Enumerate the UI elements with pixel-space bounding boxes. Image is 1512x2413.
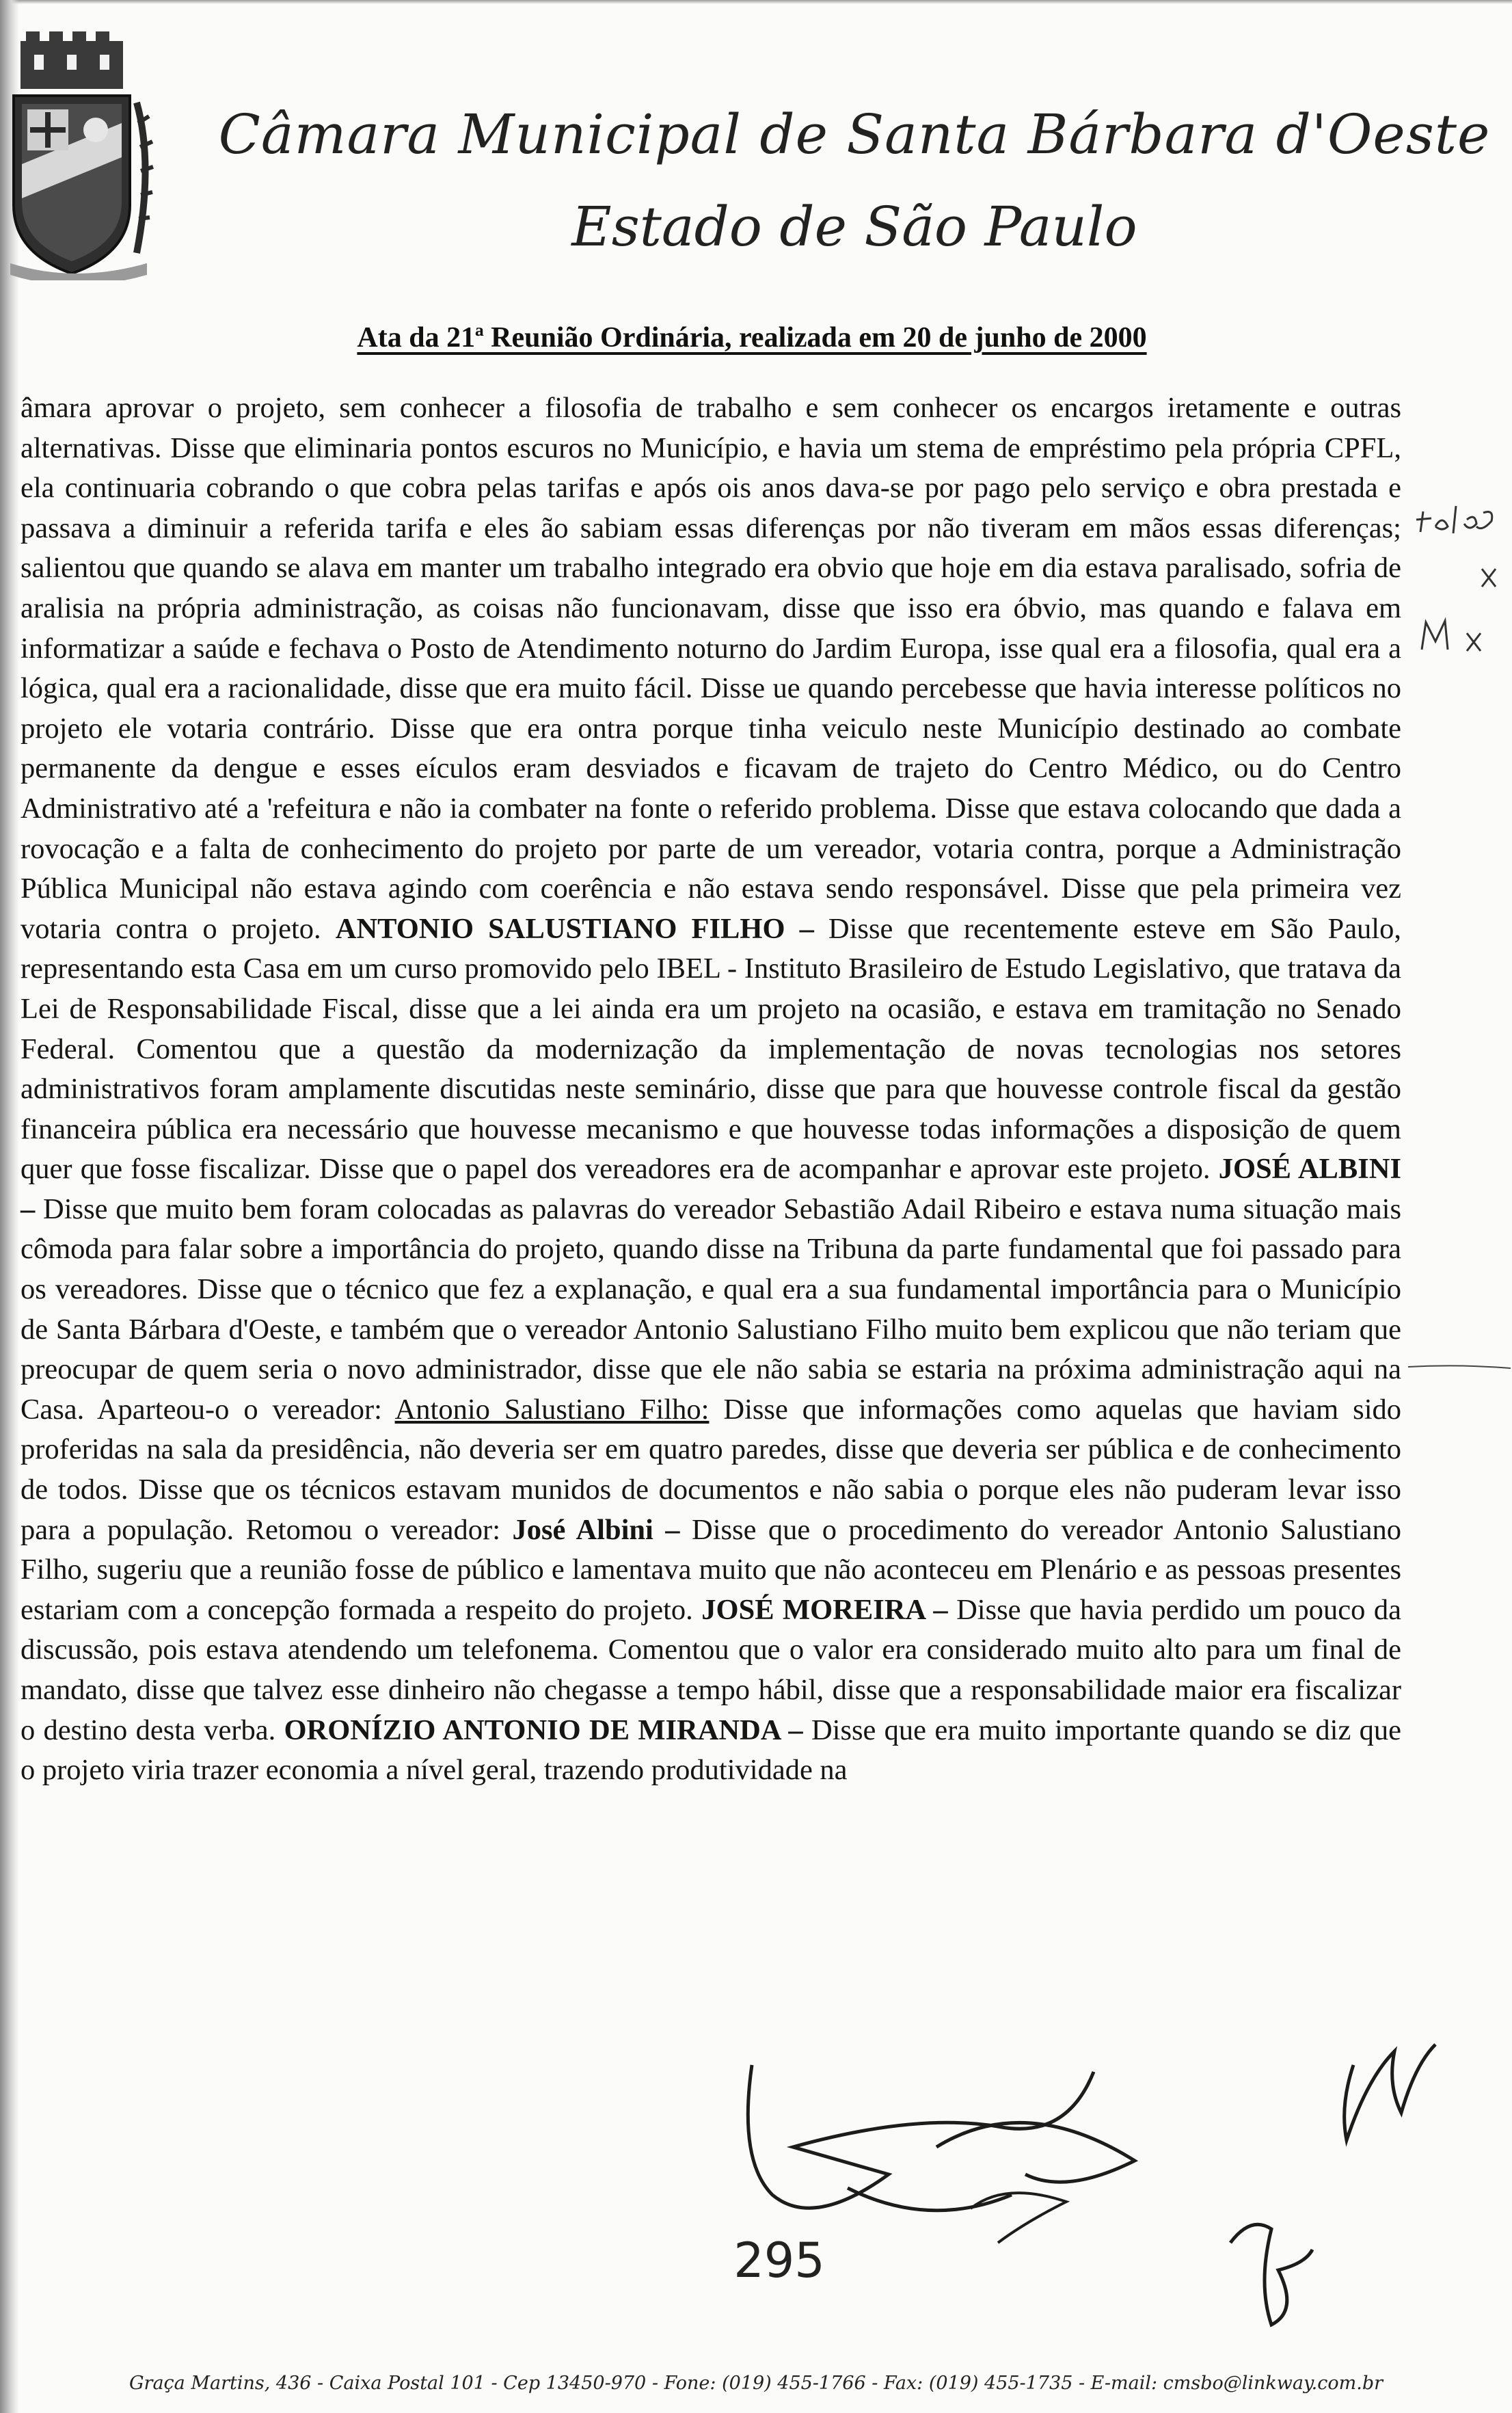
oronizio-remarks: Disse que era muito importante quando se diz que o projeto viria trazer economia a nível geral, trazendo produtividade na	[21, 1714, 1402, 1787]
antonio-remarks: Disse que recentemente esteve em São Paulo, representando esta Casa em um curso promovido pelo IBEL - Instituto Brasileiro de Estudo Legislativo, que tratava da Lei de Responsabilidade Fiscal, disse que a lei ainda era um projeto na ocasião, e estava em tramitação no Senado Federal. Comentou que a questão da modernização da implementação de novas tecnologias nos setores administrativos foram amplamente discutidas neste seminário, disse que para que houvesse controle fiscal da gestão financeira pública era necessário que houvesse mecanismo e que houvesse todas informações a disposição de quem quer que fosse fiscalizar. Disse que o papel dos vereadores era de acompanhar e aprovar este projeto.	[21, 912, 1401, 1186]
speaker-antonio: ANTONIO SALUSTIANO FILHO –	[335, 912, 814, 945]
albini-remarks: Disse que muito bem foram colocadas as palavras do vereador Sebastião Adail Ribeiro e estava numa situação mais cômoda para falar sobre a importância do projeto, quando disse na Tribuna da parte fundamental que foi passado para os vereadores. Disse que o técnico que fez a explanação, e qual era a sua fundamental importância para o Município de Santa Bárbara d'Oeste, e também que o vereador Antonio Salustiano Filho muito bem explicou que não teriam que preocupar de quem seria o novo administrador, disse que ele não sabia se estaria na próxima administração aqui na Casa. Aparteou-o o vereador:	[21, 1192, 1401, 1426]
handwritten-margin-notes	[1408, 499, 1511, 670]
margin-pen-stroke	[1408, 1364, 1511, 1370]
aparte-name: Antonio Salustiano Filho:	[394, 1393, 710, 1426]
speaker-albini-resumed: José Albini –	[512, 1513, 680, 1546]
handwritten-signatures	[711, 2024, 1511, 2345]
speaker-moreira: JOSÉ MOREIRA –	[701, 1593, 948, 1626]
speaker-oronizio: ORONÍZIO ANTONIO DE MIRANDA –	[284, 1714, 803, 1746]
body-intro: âmara aprovar o projeto, sem conhecer a filosofia de trabalho e sem conhecer os encargos iretamente e outras alternativas. Disse que eliminaria pontos escuros no Município, e havia um stema de empréstimo pela própria CPFL, ela continuaria cobrando o que cobra pelas tarifas e após ois anos dava-se por pago pelo serviço e obra prestada e passava a diminuir a referida tarifa e eles ão sabiam essas diferenças por não tiveram em mãos essas diferenças; salientou que quando se alava em manter um trabalho integrado era obvio que hoje em dia estava paralisado, sofria de aralisia na própria administração, as coisas não funcionavam, disse que isso era óbvio, mas quando e falava em informatizar a saúde e fechava o Posto de Atendimento noturno do Jardim Europa, isse qual era a filosofia, qual era a lógica, qual era a racionalidade, disse que era muito fácil. Disse ue quando percebesse que havia interesse políticos no projeto ele votaria contrário. Disse que era ontra porque tinha veiculo neste Município destinado ao combate permanente da dengue e esses eículos eram desviados e ficavam de trajeto do Centro Médico, ou do Centro Administrativo até a 'refeitura e não ia combater na fonte o referido problema. Disse que estava colocando que dada a rovocação e a falta de conhecimento do projeto por parte de um vereador, votaria contra, porque a Administração Pública Municipal não estava agindo com coerência e não estava sendo responsável. Disse que pela primeira vez votaria contra o projeto.	[21, 392, 1401, 945]
aparte-remarks: Disse que informações como aquelas que haviam sido proferidas na sala da presidência, não deveria ser em quatro paredes, disse que deveria ser pública e de conhecimento de todos. Disse que os técnicos estavam munidos de documentos e não sabia o porque eles não puderam levar isso para a população. Retomou o vereador:	[21, 1393, 1402, 1546]
albini-resumed-remarks: Disse que o procedimento do vereador Antonio Salustiano Filho, sugeriu que a reunião fosse de público e lamentava muito que não aconteceu em Plenário e as pessoas presentes estariam com a concepção formada a respeito do projeto.	[21, 1513, 1402, 1626]
state-name: Estado de São Paulo	[571, 195, 1137, 258]
scan-top-edge	[0, 0, 1512, 4]
minutes-body	[21, 388, 1401, 1791]
coat-of-arms-icon	[7, 27, 157, 280]
speaker-albini: JOSÉ ALBINI –	[21, 1153, 1401, 1225]
minutes-title: Ata da 21ª Reunião Ordinária, realizada em 20 de junho de 2000	[357, 322, 1147, 354]
moreira-remarks: Disse que havia perdido um pouco da discussão, pois estava atendendo um telefonema. Comentou que o valor era considerado muito alto para um final de mandato, disse que talvez esse dinheiro não chegasse a tempo hábil, disse que a responsabilidade maior era fiscalizar o destino desta verba.	[21, 1593, 1402, 1746]
chamber-name: Câmara Municipal de Santa Bárbara d'Oeste	[218, 103, 1491, 166]
scan-binding-shadow	[0, 0, 19, 2413]
page-number: 295	[733, 2232, 825, 2289]
footer-address: Graça Martins, 436 - Caixa Postal 101 - Cep 13450-970 - Fone: (019) 455-1766 - Fax: (019) 455-1735 - E-mail: cmsbo@linkway.com.br	[129, 2373, 1383, 2394]
